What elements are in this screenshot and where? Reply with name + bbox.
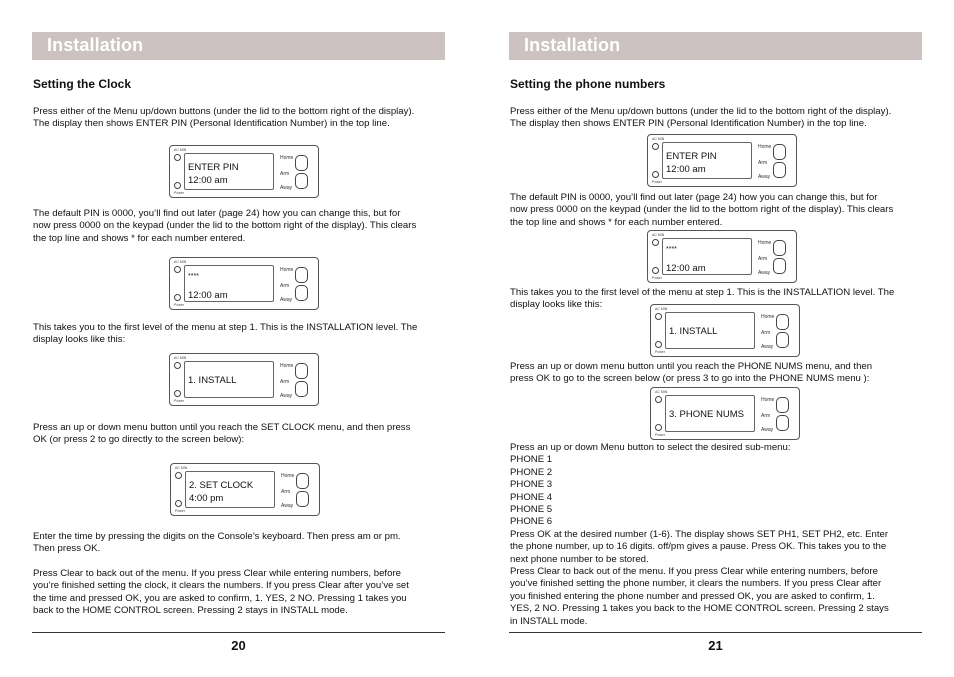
power-label: Power [174, 191, 184, 195]
display-line-1: 1. INSTALL [669, 326, 718, 337]
paragraph [33, 422, 447, 447]
home-label: Home [761, 397, 775, 403]
lcd-screen [184, 265, 274, 302]
status-light-icon [655, 313, 662, 320]
lcd-screen [185, 471, 275, 508]
text-line: back to the HOME CONTROL screen. Pressing 2 stays in INSTALL mode. [33, 605, 348, 617]
paragraph [33, 531, 447, 556]
text-line: Enter the time by pressing the digits on the Console’s keyboard. Then press am or pm. [33, 531, 401, 542]
console-display [647, 230, 797, 283]
right-page [509, 0, 922, 677]
status-light-icon [174, 154, 181, 161]
text-line: you finished entering the phone number and pressed OK, you are asked to confirm, 1. [510, 590, 875, 602]
away-label: Away [761, 427, 774, 433]
menu-down-button [773, 258, 786, 274]
power-light-icon [174, 390, 181, 397]
status-light-icon [652, 239, 659, 246]
home-label: Home [280, 363, 294, 369]
display-line-2: 12:00 am [188, 175, 228, 186]
text-line: The default PIN is 0000, you’ll find out later (page 24) how you can change this, but for [510, 192, 878, 203]
away-label: Away [761, 344, 774, 350]
display-indicator-text: AC MIN [174, 148, 187, 152]
banner-title: Installation [524, 35, 621, 55]
paragraph [33, 322, 447, 347]
power-light-icon [652, 171, 659, 178]
display-indicator-text: AC MIN [655, 307, 668, 311]
menu-down-button [295, 173, 308, 189]
display-line-1: ENTER PIN [188, 162, 239, 173]
paragraph [510, 192, 924, 229]
display-indicator-text: AC MIN [174, 356, 187, 360]
page-number: 21 [708, 638, 723, 653]
footer-divider [509, 632, 922, 633]
lcd-screen [665, 395, 755, 432]
section-title: Setting the Clock [33, 77, 132, 91]
status-light-icon [174, 362, 181, 369]
display-line-1: 2. SET CLOCK [189, 480, 254, 491]
display-line-1: 3. PHONE NUMS [669, 409, 744, 420]
power-light-icon [174, 294, 181, 301]
menu-up-button [773, 144, 786, 160]
text-line: The display then shows ENTER PIN (Personal Identification Number) in the top line. [33, 118, 390, 130]
text-line: next phone number to be stored. [510, 553, 649, 565]
display-line-1: 1. INSTALL [188, 375, 237, 386]
section-banner [32, 32, 445, 60]
text-line: the time and pressed OK, you are asked to confirm, 1. YES, 2 NO. Pressing 1 takes you [33, 592, 407, 604]
lcd-screen [665, 312, 755, 349]
text-line: OK (or press 2 to go directly to the screen below): [33, 434, 245, 446]
power-label: Power [655, 433, 665, 437]
home-label: Home [758, 144, 772, 150]
status-light-icon [652, 143, 659, 150]
power-light-icon [655, 341, 662, 348]
text-line: display looks like this: [33, 334, 126, 346]
display-line-2: 12:00 am [666, 263, 706, 274]
text-line: the top line and shows * for each number entered. [510, 216, 723, 228]
text-line: you’re finished setting the clock, it clears the numbers. If you press Clear after you’ve set [33, 580, 409, 592]
lcd-screen [184, 153, 274, 190]
display-line-2: 12:00 am [666, 164, 706, 175]
text-line: press OK to go to the screen below (or press 3 to go into the PHONE NUMS menu ): [510, 373, 870, 385]
display-line-1: **** [666, 246, 677, 253]
display-indicator-text: AC MIN [174, 260, 187, 264]
paragraph [33, 208, 447, 245]
away-label: Away [280, 297, 293, 303]
menu-down-button [295, 285, 308, 301]
power-label: Power [652, 276, 662, 280]
power-light-icon [655, 424, 662, 431]
home-label: Home [280, 267, 294, 273]
text-line: Press an up or down menu button until you reach the SET CLOCK menu, and then press [33, 422, 411, 433]
paragraph [33, 568, 447, 618]
text-line: the phone number, up to 16 digits. off/pm gives a pause. Press OK. This takes you to the [510, 541, 887, 553]
text-line: PHONE 4 [510, 491, 553, 503]
status-light-icon [175, 472, 182, 479]
console-display [650, 304, 800, 357]
power-label: Power [174, 303, 184, 307]
display-indicator-text: AC MIN [175, 466, 188, 470]
text-line: PHONE 5 [510, 504, 553, 516]
text-line: now press 0000 on the keypad (under the lid to the bottom right of the display). This clears [510, 204, 894, 216]
text-line: the top line and shows * for each number entered. [33, 232, 246, 244]
power-light-icon [652, 267, 659, 274]
text-line: Press either of the Menu up/down buttons (under the lid to the bottom right of the display). [510, 106, 892, 117]
lcd-screen [662, 238, 752, 275]
power-label: Power [652, 180, 662, 184]
text-line: Then press OK. [33, 543, 101, 555]
power-light-icon [174, 182, 181, 189]
text-line: YES, 2 NO. Pressing 1 takes you back to the HOME CONTROL screen. Pressing 2 stays [510, 603, 889, 615]
arm-label: Arm [280, 171, 290, 177]
menu-down-button [295, 381, 308, 397]
text-line: The default PIN is 0000, you’ll find out later (page 24) how you can change this, but for [33, 208, 401, 219]
text-line: Press Clear to back out of the menu. If you press Clear while entering numbers, before [510, 566, 878, 578]
text-line: Press either of the Menu up/down buttons (under the lid to the bottom right of the display). [33, 106, 415, 117]
display-line-2: 4:00 pm [189, 493, 224, 504]
menu-up-button [776, 314, 789, 330]
display-indicator-text: AC MIN [652, 137, 665, 141]
arm-label: Arm [761, 330, 771, 336]
power-label: Power [655, 350, 665, 354]
paragraph [510, 442, 924, 628]
menu-up-button [773, 240, 786, 256]
console-display [647, 134, 797, 187]
away-label: Away [280, 185, 293, 191]
paragraph [510, 106, 924, 131]
left-page [32, 0, 445, 677]
menu-down-button [776, 415, 789, 431]
console-display [170, 463, 320, 516]
display-indicator-text: AC MIN [655, 390, 668, 394]
home-label: Home [758, 240, 772, 246]
arm-label: Arm [758, 256, 768, 262]
text-line: This takes you to the first level of the menu at step 1. This is the INSTALLATION level. The [33, 322, 418, 333]
text-line: now press 0000 on the keypad (under the lid to the bottom right of the display). This clears [33, 220, 417, 232]
text-line: display looks like this: [510, 299, 603, 311]
paragraph [510, 361, 924, 386]
text-line: PHONE 6 [510, 516, 553, 528]
text-line: Press OK at the desired number (1-6). The display shows SET PH1, SET PH2, etc. Enter [510, 528, 889, 540]
lcd-screen [662, 142, 752, 179]
menu-up-button [296, 473, 309, 489]
text-line: in INSTALL mode. [510, 615, 588, 627]
display-line-1: ENTER PIN [666, 151, 717, 162]
paragraph [33, 106, 447, 131]
text-line: Press an up or down menu button until you reach the PHONE NUMS menu, and then [510, 361, 873, 372]
arm-label: Arm [281, 489, 291, 495]
arm-label: Arm [280, 283, 290, 289]
lcd-screen [184, 361, 274, 398]
home-label: Home [281, 473, 295, 479]
footer-divider [32, 632, 445, 633]
status-light-icon [174, 266, 181, 273]
menu-up-button [295, 267, 308, 283]
banner-title: Installation [47, 35, 144, 55]
menu-up-button [776, 397, 789, 413]
home-label: Home [761, 314, 775, 320]
power-label: Power [175, 509, 185, 513]
console-display [169, 145, 319, 198]
console-display [650, 387, 800, 440]
power-light-icon [175, 500, 182, 507]
menu-down-button [776, 332, 789, 348]
away-label: Away [758, 174, 771, 180]
text-line: you’ve finished setting the phone number, it clears the numbers. If you press Clear after [510, 578, 882, 590]
arm-label: Arm [758, 160, 768, 166]
text-line: PHONE 1 [510, 454, 553, 466]
away-label: Away [758, 270, 771, 276]
menu-down-button [773, 162, 786, 178]
page-number: 20 [231, 638, 246, 653]
section-title: Setting the phone numbers [510, 77, 666, 91]
home-label: Home [280, 155, 294, 161]
text-line: The display then shows ENTER PIN (Personal Identification Number) in the top line. [510, 118, 867, 130]
text-line: Press Clear to back out of the menu. If you press Clear while entering numbers, before [33, 568, 401, 579]
status-light-icon [655, 396, 662, 403]
display-line-2: 12:00 am [188, 290, 228, 301]
console-display [169, 353, 319, 406]
away-label: Away [280, 393, 293, 399]
console-display [169, 257, 319, 310]
section-banner [509, 32, 922, 60]
menu-up-button [295, 363, 308, 379]
text-line: PHONE 3 [510, 479, 553, 491]
text-line: PHONE 2 [510, 466, 553, 478]
text-line: Press an up or down Menu button to select the desired sub-menu: [510, 442, 791, 453]
arm-label: Arm [761, 413, 771, 419]
menu-down-button [296, 491, 309, 507]
power-label: Power [174, 399, 184, 403]
away-label: Away [281, 503, 294, 509]
arm-label: Arm [280, 379, 290, 385]
display-indicator-text: AC MIN [652, 233, 665, 237]
menu-up-button [295, 155, 308, 171]
text-line: This takes you to the first level of the menu at step 1. This is the INSTALLATION level. The [510, 287, 895, 298]
display-line-1: **** [188, 273, 199, 280]
